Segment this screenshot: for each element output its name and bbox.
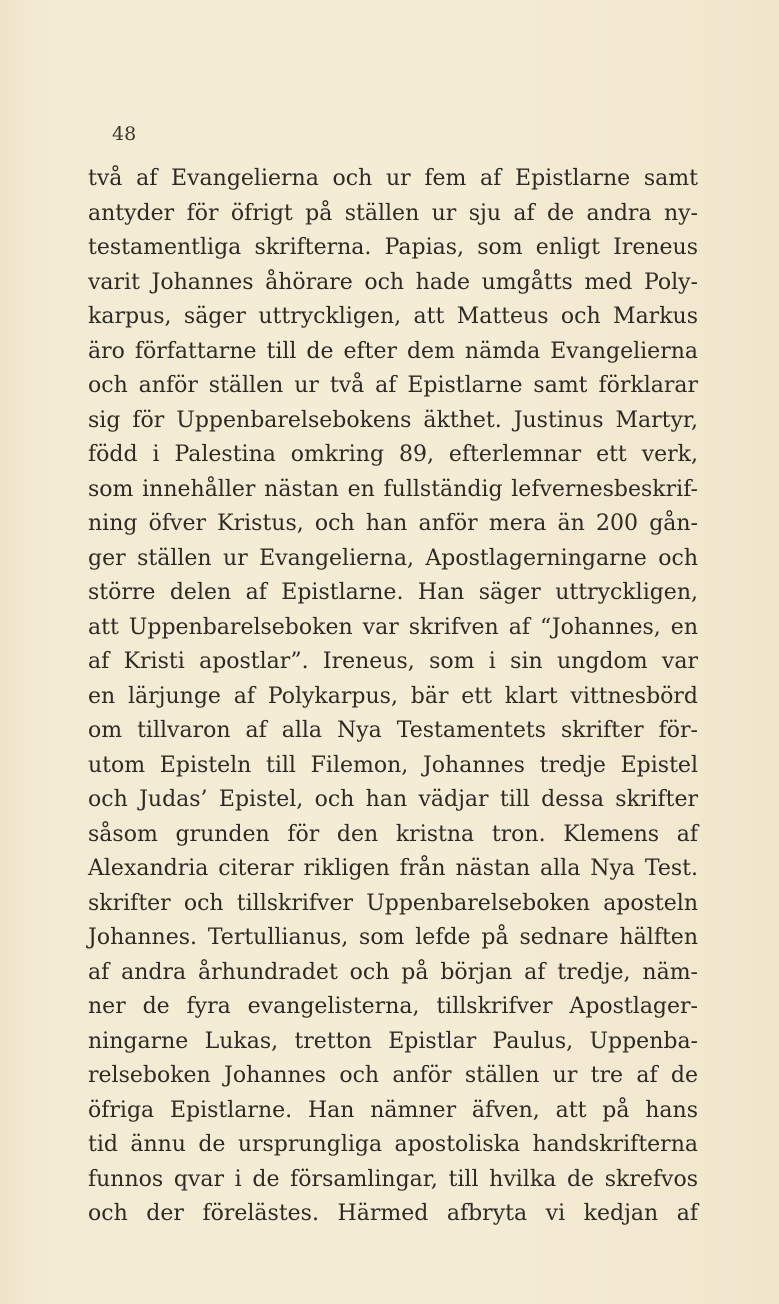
- text-line: ger ställen ur Evangelierna, Apostlagerningarne och: [88, 545, 698, 571]
- text-line: tid ännu de ursprungliga apostoliska handskrifterna: [88, 1132, 698, 1157]
- text-line: karpus, säger uttryckligen, att Matteus och Markus: [88, 304, 698, 329]
- text-line: ner de fyra evangelisterna, tillskrifver Apostlager-: [88, 994, 698, 1019]
- page-number: 48: [112, 123, 137, 145]
- text-line: ning öfver Kristus, och han anför mera än 200 gån-: [88, 511, 698, 536]
- text-line: en lärjunge af Polykarpus, bär ett klart vittnesbörd: [88, 683, 698, 709]
- text-line: öfriga Epistlarne. Han nämner äfven, att på hans: [88, 1097, 698, 1123]
- text-line: utom Episteln till Filemon, Johannes tredje Epistel: [88, 752, 698, 778]
- text-line: såsom grunden för den kristna tron. Klemens af: [88, 821, 698, 847]
- text-line: varit Johannes åhörare och hade umgåtts med Poly-: [88, 269, 698, 295]
- text-line: och Judas’ Epistel, och han vädjar till dessa skrifter: [88, 787, 698, 812]
- text-line: sig för Uppenbarelsebokens äkthet. Justinus Martyr,: [88, 407, 698, 433]
- text-line: antyder för öfrigt på ställen ur sju af de andra ny-: [88, 200, 698, 226]
- text-line: som innehåller nästan en fullständig lefvernesbeskrif-: [88, 476, 698, 502]
- text-line: större delen af Epistlarne. Han säger uttryckligen,: [88, 580, 698, 605]
- text-line: om tillvaron af alla Nya Testamentets skrifter för-: [88, 718, 698, 743]
- text-line: och anför ställen ur två af Epistlarne samt förklarar: [88, 373, 698, 398]
- text-line: skrifter och tillskrifver Uppenbarelseboken aposteln: [88, 890, 698, 916]
- text-line: två af Evangelierna och ur fem af Epistlarne samt: [88, 166, 698, 191]
- text-line: äro författarne till de efter dem nämda Evangelierna: [88, 338, 698, 364]
- text-line: testamentliga skrifterna. Papias, som enligt Ireneus: [88, 235, 698, 260]
- text-line: funnos qvar i de församlingar, till hvilka de skrefvos: [88, 1166, 698, 1192]
- text-line: att Uppenbarelseboken var skrifven af “Johannes, en: [88, 614, 698, 640]
- text-line: född i Palestina omkring 89, efterlemnar ett verk,: [88, 442, 698, 467]
- text-line: af Kristi apostlar”. Ireneus, som i sin ungdom var: [88, 649, 698, 674]
- body-text: [88, 162, 698, 1232]
- text-line: af andra århundradet och på början af tredje, näm-: [88, 959, 698, 985]
- text-line: och der förelästes. Härmed afbryta vi kedjan af: [88, 1201, 698, 1226]
- text-line: Alexandria citerar rikligen från nästan alla Nya Test.: [88, 856, 698, 881]
- text-line: relseboken Johannes och anför ställen ur tre af de: [88, 1063, 698, 1088]
- text-line: ningarne Lukas, tretton Epistlar Paulus, Uppenba-: [88, 1028, 698, 1054]
- text-line: Johannes. Tertullianus, som lefde på sednare hälften: [88, 925, 698, 950]
